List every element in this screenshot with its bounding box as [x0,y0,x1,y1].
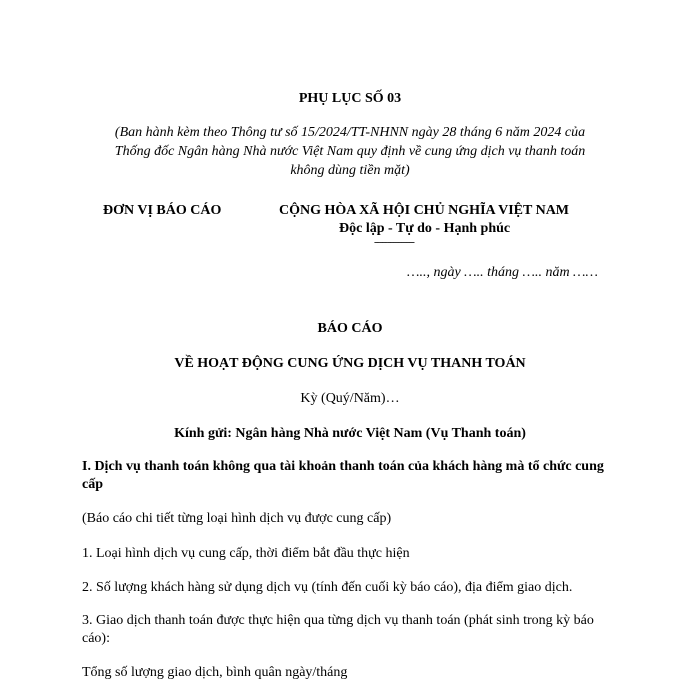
report-recipient: Kính gửi: Ngân hàng Nhà nước Việt Nam (Vụ Thanh toán) [174,426,526,441]
item-3-subtext: Tổng số lượng giao dịch, bình quân ngày/tháng [82,665,348,680]
appendix-subtitle-line-1: (Ban hành kèm theo Thông tư số 15/2024/TT-NHNN ngày 28 tháng 6 năm 2024 của [114,125,586,140]
appendix-subtitle-line-2: Thống đốc Ngân hàng Nhà nước Việt Nam quy định về cung ứng dịch vụ thanh toán [114,144,586,159]
report-title: BÁO CÁO [317,321,383,336]
item-1-text: 1. Loại hình dịch vụ cung cấp, thời điểm bắt đầu thực hiện [82,546,410,561]
section-1-heading: I. Dịch vụ thanh toán không qua tài khoản thanh toán của khách hàng mà tổ chức cung cấp [82,459,604,492]
report-period: Kỳ (Quý/Năm)… [300,391,400,406]
report-subject: VỀ HOẠT ĐỘNG CUNG ỨNG DỊCH VỤ THANH TOÁN [174,356,526,371]
motto-underline-rule: --------------- [374,236,414,248]
national-title: CỘNG HÒA XÃ HỘI CHỦ NGHĨA VIỆT NAM [279,203,570,218]
item-3-text: 3. Giao dịch thanh toán được thực hiện qua từng dịch vụ thanh toán (phát sinh trong kỳ báo cáo): [82,613,594,646]
section-1-note: (Báo cáo chi tiết từng loại hình dịch vụ được cung cấp) [82,511,392,526]
appendix-subtitle-line-3: không dùng tiền mặt) [290,163,410,178]
date-place-line: ….., ngày ….. tháng ….. năm …… [407,265,598,280]
reporting-unit-label: ĐƠN VỊ BÁO CÁO [103,203,222,218]
appendix-title: PHỤ LỤC SỐ 03 [298,91,402,106]
national-motto: Độc lập - Tự do - Hạnh phúc [339,221,511,236]
item-2-text: 2. Số lượng khách hàng sử dụng dịch vụ (tính đến cuối kỳ báo cáo), địa điểm giao dịch. [82,580,573,595]
